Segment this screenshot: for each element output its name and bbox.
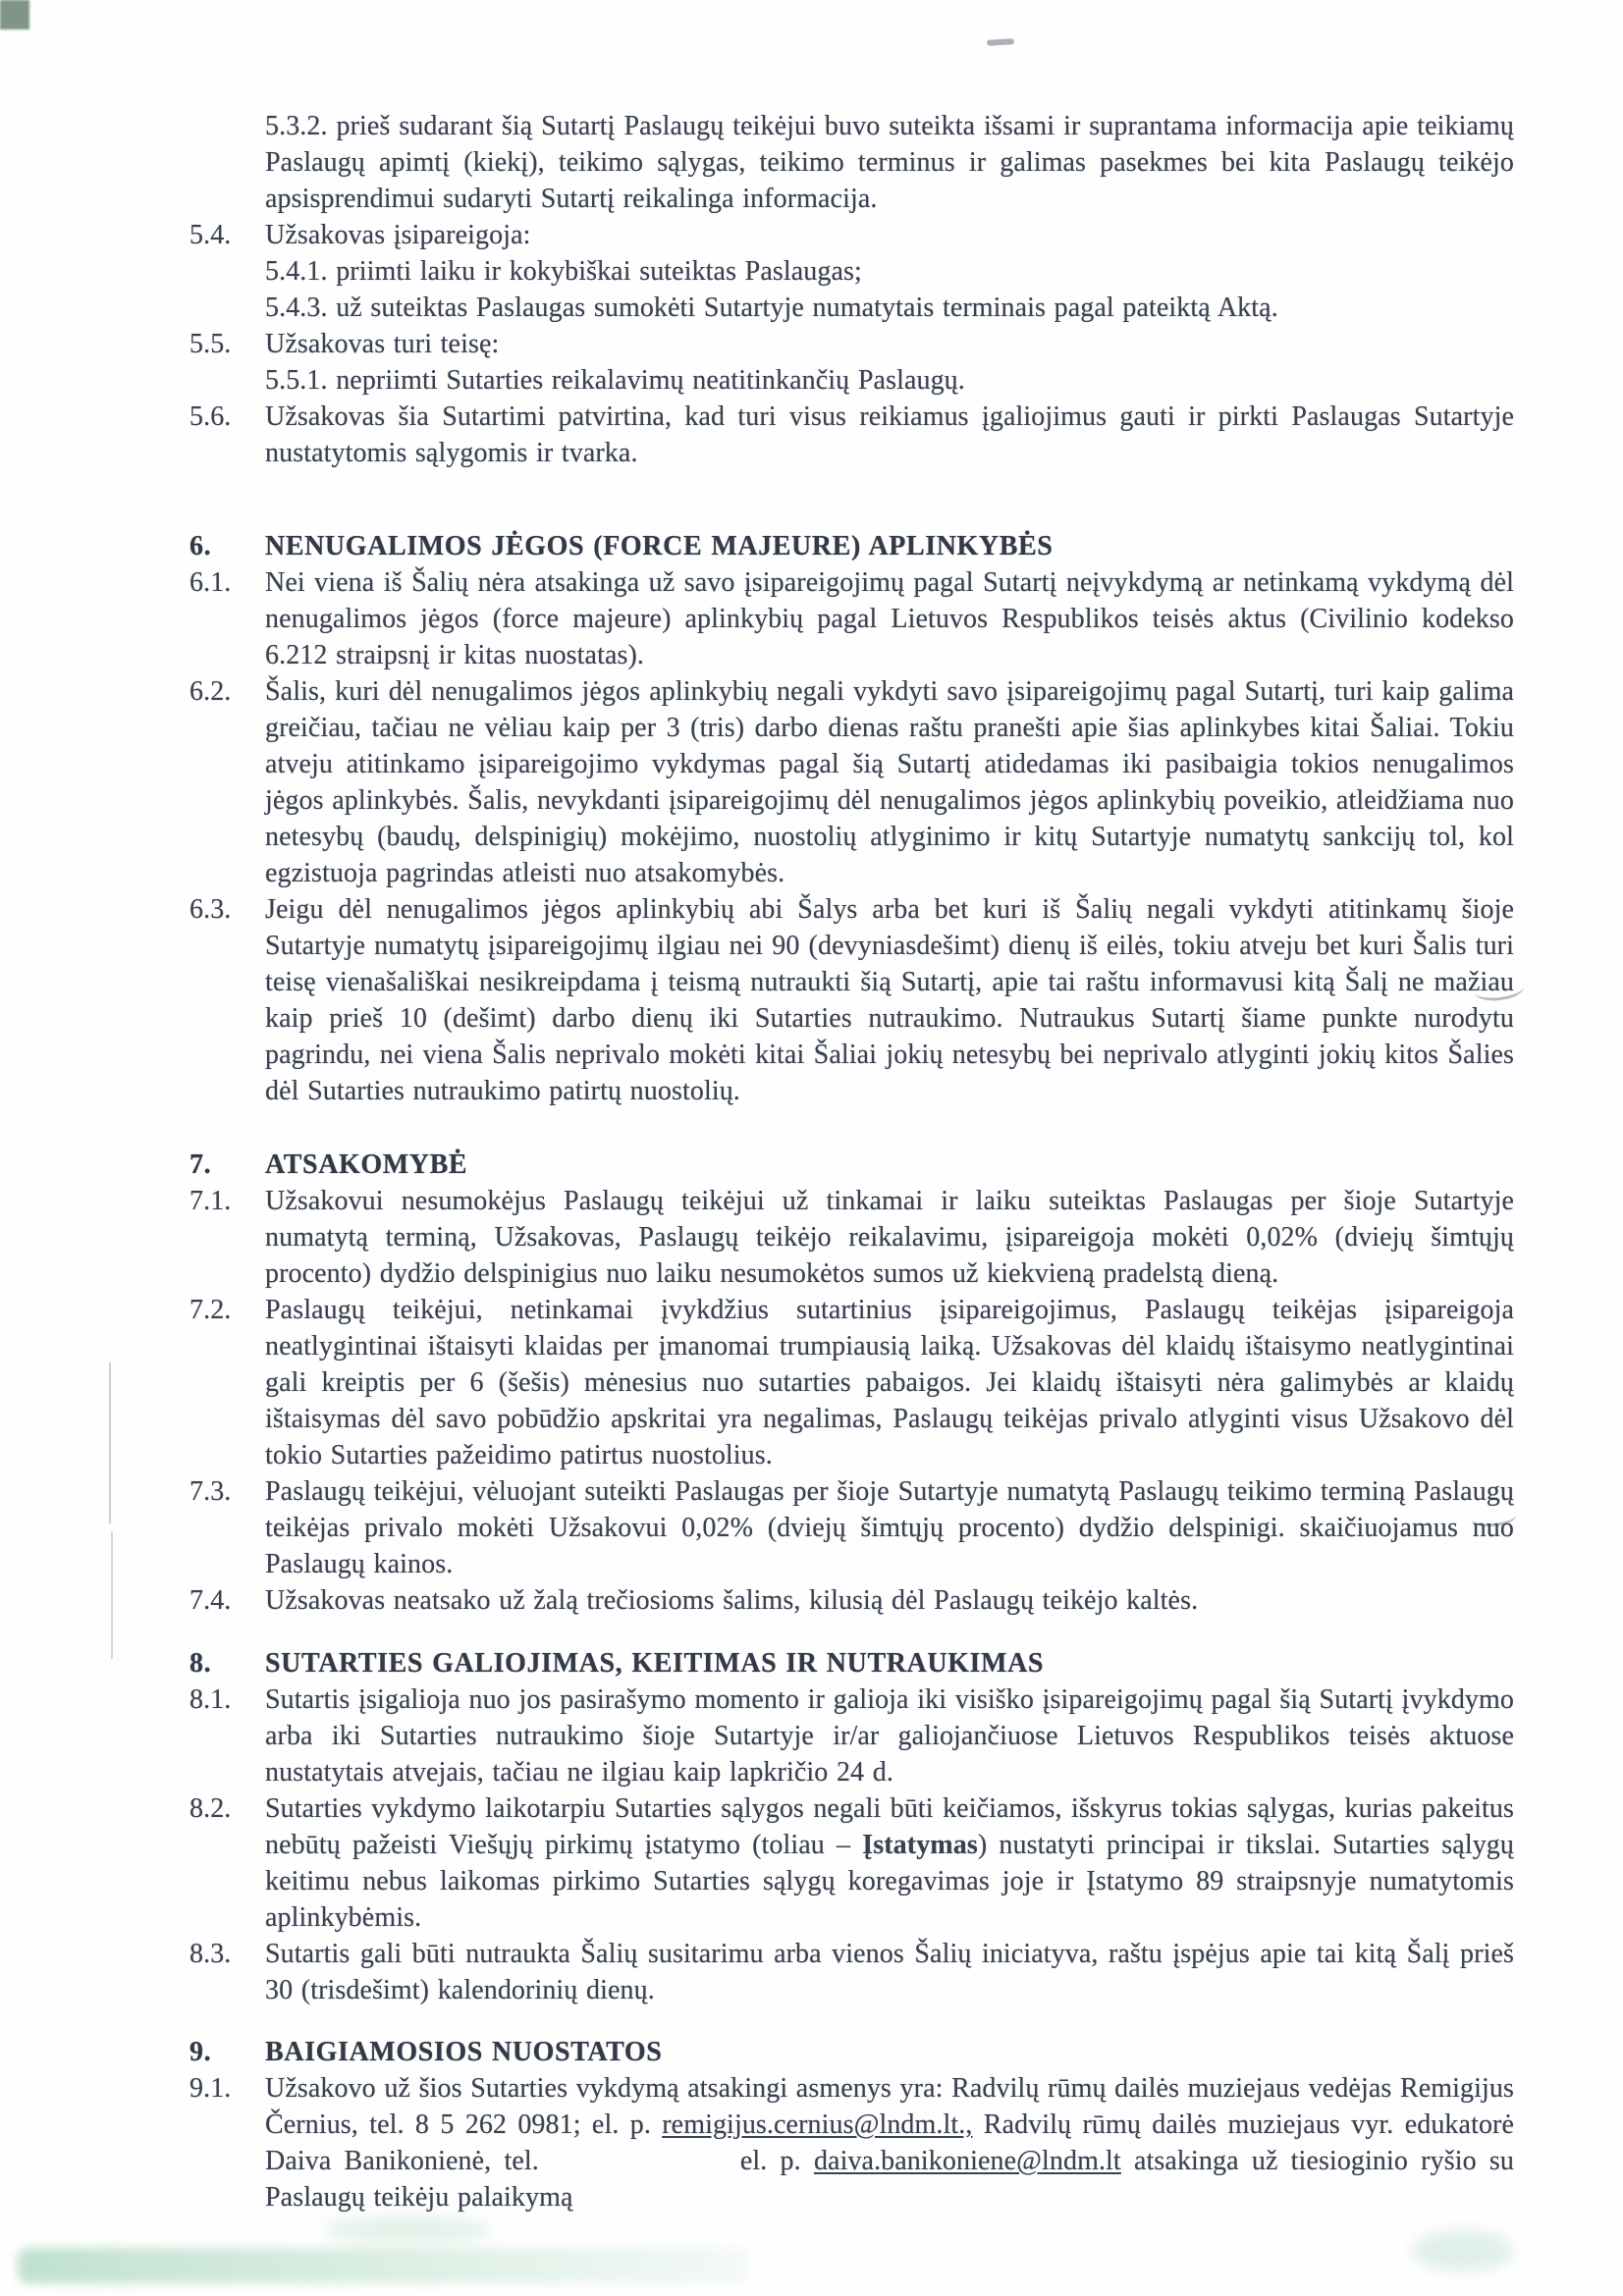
clause-text: Paslaugų teikėjui, netinkamai įvykdžius sutartinius įsipareigojimus, Paslaugų teikėjas įsipareigoja neatlygintinai ištaisyti klaidas per įmanomai trumpiausią laiką. Užsakovas dėl klaidų ištaisymo neatlygintinai gali kreiptis per 6 (šešis) mėnesius nuo sutarties pabaigos. Jei klaidų ištaisyti nėra galimybės ar klaidų ištaisymas dėl savo pobūdžio apskritai yra negalimas, Paslaugų teikėjas privalo atlyginti visus Užsakovo dėl tokio Sutarties pažeidimo patirtus nuostolius. bbox=[265, 1295, 1514, 1470]
scan-artifact-left-margin-line bbox=[109, 1362, 111, 1523]
clause-text: Jeigu dėl nenugalimos jėgos aplinkybių abi Šalys arba bet kuri iš Šalių negali vykdyti atitinkamų šioje Sutartyje numatytų įsipareigojimų ilgiau nei 90 (devyniasdešimt) dienų iš eilės, tokiu atveju bet kuri Šalis turi teisę vienašališkai nesikreipdama į teismą nutraukti šią Sutartį, apie tai raštu informavusi kitą Šalį ne mažiau kaip prieš 10 (dešimt) darbo dienų iki Sutarties nutraukimo. Nutraukus Sutartį šiame punkte nurodytu pagrindu, nei viena Šalis neprivalo mokėti kitai Šaliai jokių netesybų bei neprivalo atlyginti jokių kitos Šalies dėl Sutarties nutraukimo patirtų nuostolių. bbox=[265, 894, 1514, 1106]
scan-artifact-corner-square bbox=[0, 0, 29, 29]
scan-artifact-green-smudge bbox=[324, 2216, 491, 2244]
clause-text-part: Radvilų rūmų dailės muziejaus vyr. edukatorė Daiva Banikonienė, tel. bbox=[265, 2109, 1514, 2176]
clause-number: 7.3. bbox=[189, 1476, 232, 1507]
clause-text: Sutartis gali būti nutraukta Šalių susitarimu arba vienos Šalių iniciatyva, raštu įspėjus apie tai kitą Šalį prieš 30 (trisdešimt) kalendorinių dienų. bbox=[265, 1939, 1514, 2005]
clause-5-3-2 bbox=[265, 108, 1514, 217]
clause-number: 8.1. bbox=[189, 1684, 232, 1715]
clause-8-1 bbox=[189, 1682, 1514, 1790]
clause-8-3 bbox=[189, 1936, 1514, 2008]
scan-artifact-green-blob bbox=[1412, 2230, 1514, 2271]
clause-5-5-1 bbox=[265, 362, 1514, 399]
clause-text: Užsakovas turi teisę: bbox=[265, 329, 500, 359]
scan-artifact-green-strip bbox=[18, 2248, 749, 2283]
clause-5-5 bbox=[189, 326, 1514, 362]
clause-7-2 bbox=[189, 1292, 1514, 1473]
clause-number: 6.2. bbox=[189, 676, 232, 707]
section-number: 7. bbox=[189, 1149, 212, 1180]
defined-term-istatymas: Įstatymas bbox=[862, 1830, 978, 1860]
clause-text: 5.5.1. nepriimti Sutarties reikalavimų neatitinkančių Paslaugų. bbox=[265, 365, 965, 396]
clause-text: Užsakovas neatsako už žalą trečiosioms šalims, kilusią dėl Paslaugų teikėjo kaltės. bbox=[265, 1585, 1199, 1616]
clause-text-part: atsakinga už tiesioginio ryšio su Paslaugų teikėju palaikymą bbox=[265, 2146, 1514, 2213]
section-number: 6. bbox=[189, 531, 212, 561]
clause-text-part: Užsakovo už šios Sutarties vykdymą atsakingi asmenys yra: Radvilų rūmų dailės muziejaus vedėjas Remigijus Černius, tel. 8 5 262 0981; el. p. bbox=[265, 2073, 1514, 2140]
section-heading-6 bbox=[189, 528, 1514, 564]
clause-text: Užsakovui nesumokėjus Paslaugų teikėjui už tinkamai ir laiku suteiktas Paslaugas per šioje Sutartyje numatytą terminą, Užsakovas, Paslaugų teikėjo reikalavimu, įsipareigoja mokėti 0,02% (dviejų šimtųjų procento) dydžio delspinigius nuo laiku nesumokėtos sumos už kiekvieną pradelstą dieną. bbox=[265, 1186, 1514, 1289]
clause-text: 5.4.1. priimti laiku ir kokybiškai suteiktas Paslaugas; bbox=[265, 256, 862, 287]
clause-text: Užsakovas įsipareigoja: bbox=[265, 220, 531, 250]
section-heading-7 bbox=[189, 1147, 1514, 1183]
clause-6-2 bbox=[189, 673, 1514, 891]
section-title: NENUGALIMOS JĖGOS (FORCE MAJEURE) APLINKYBĖS bbox=[265, 531, 1054, 561]
clause-number: 6.3. bbox=[189, 894, 232, 925]
clause-text: Sutartis įsigalioja nuo jos pasirašymo momento ir galioja iki visiško įsipareigojimų pagal šią Sutartį įvykdymo arba iki Sutarties nutraukimo šioje Sutartyje ir/ar galiojančiuose Lietuvos Respublikos teisės aktuose nustatytais atvejais, tačiau ne ilgiau kaip lapkričio 24 d. bbox=[265, 1684, 1514, 1788]
blank-phone-space bbox=[539, 2168, 740, 2169]
clause-number: 8.3. bbox=[189, 1939, 232, 1969]
clause-text-part: ) nustatyti principai ir tikslai. Sutarties sąlygų keitimu nebus laikomas pirkimo Sutarties sąlygų koregavimas joje ir Įstatymo 89 straipsnyje numatytomis aplinkybėmis. bbox=[265, 1830, 1514, 1933]
clause-number: 7.4. bbox=[189, 1585, 232, 1616]
clause-7-3 bbox=[189, 1473, 1514, 1582]
section-number: 8. bbox=[189, 1648, 212, 1679]
scan-artifact-left-margin-line-2 bbox=[111, 1531, 113, 1659]
scan-artifact-top-dash bbox=[987, 38, 1014, 45]
clause-text-part: el. p. bbox=[739, 2146, 814, 2176]
clause-5-4-3 bbox=[265, 290, 1514, 326]
clause-number: 8.2. bbox=[189, 1793, 232, 1824]
section-heading-9 bbox=[189, 2034, 1514, 2070]
section-title: BAIGIAMOSIOS NUOSTATOS bbox=[265, 2037, 663, 2067]
clause-5-6 bbox=[189, 399, 1514, 471]
clause-number: 7.2. bbox=[189, 1295, 232, 1325]
clause-number: 7.1. bbox=[189, 1186, 232, 1216]
section-title: ATSAKOMYBĖ bbox=[265, 1149, 468, 1180]
clause-number: 5.6. bbox=[189, 401, 232, 432]
email-link-daiva: daiva.banikoniene@lndm.lt bbox=[813, 2146, 1121, 2176]
clause-9-1 bbox=[189, 2070, 1514, 2216]
clause-6-3 bbox=[189, 891, 1514, 1109]
clause-7-1 bbox=[189, 1183, 1514, 1292]
clause-number: 5.5. bbox=[189, 329, 232, 359]
section-title: SUTARTIES GALIOJIMAS, KEITIMAS IR NUTRAUKIMAS bbox=[265, 1648, 1045, 1679]
clause-text: 5.4.3. už suteiktas Paslaugas sumokėti Sutartyje numatytais terminais pagal pateiktą Aktą. bbox=[265, 293, 1278, 323]
section-number: 9. bbox=[189, 2037, 212, 2067]
clause-number: 6.1. bbox=[189, 567, 232, 598]
clause-5-4-1 bbox=[265, 253, 1514, 290]
clause-text: Šalis, kuri dėl nenugalimos jėgos aplinkybių negali vykdyti savo įsipareigojimų pagal Sutartį, turi kaip galima greičiau, tačiau ne vėliau kaip per 3 (tris) darbo dienas raštu pranešti apie šias aplinkybes kitai Šaliai. Tokiu atveju atitinkamo įsipareigojimo vykdymas pagal šią Sutartį atidedamas iki pasibaigia tokios nenugalimos jėgos aplinkybės. Šalis, nevykdanti įsipareigojimų dėl nenugalimos jėgos aplinkybių poveikio, atleidžiama nuo netesybų (baudų, delspinigių) mokėjimo, nuostolių atlyginimo ir kitų Sutartyje numatytų sankcijų tol, kol egzistuoja pagrindas atleisti nuo atsakomybės. bbox=[265, 676, 1514, 888]
clause-text: Užsakovas šia Sutartimi patvirtina, kad turi visus reikiamus įgaliojimus gauti ir pirkti Paslaugas Sutartyje nustatytomis sąlygomis ir tvarka. bbox=[265, 401, 1514, 468]
email-link-remigijus: remigijus.cernius@lndm.lt., bbox=[662, 2109, 973, 2140]
clause-5-4 bbox=[189, 217, 1514, 253]
clause-8-2 bbox=[189, 1790, 1514, 1936]
clause-text: 5.3.2. prieš sudarant šią Sutartį Paslaugų teikėjui buvo suteikta išsami ir suprantama informacija apie teikiamų Paslaugų apimtį (kiekį), teikimo sąlygas, teikimo terminus ir galimas pasekmes bei kita Paslaugų teikėjo apsisprendimui sudaryti Sutartį reikalinga informacija. bbox=[265, 111, 1514, 214]
clause-text: Paslaugų teikėjui, vėluojant suteikti Paslaugas per šioje Sutartyje numatytą Paslaugų teikimo terminą Paslaugų teikėjas privalo mokėti Užsakovui 0,02% (dviejų šimtųjų procento) dydžio delspinigi. skaičiuojamus nuo Paslaugų kainos. bbox=[265, 1476, 1514, 1579]
clause-text: Nei viena iš Šalių nėra atsakinga už savo įsipareigojimų pagal Sutartį neįvykdymą ar netinkamą vykdymą dėl nenugalimos jėgos (force majeure) aplinkybių pagal Lietuvos Respublikos teisės aktus (Civilinio kodekso 6.212 straipsnį ir kitas nuostatas). bbox=[265, 567, 1514, 670]
clause-text-part: Sutarties vykdymo laikotarpiu Sutarties sąlygos negali būti keičiamos, išskyrus tokias sąlygas, kurias pakeitus nebūtų pažeisti Viešųjų pirkimų įstatymo (toliau – bbox=[265, 1793, 1514, 1860]
clause-number: 9.1. bbox=[189, 2073, 232, 2104]
clause-6-1 bbox=[189, 564, 1514, 673]
clause-7-4 bbox=[189, 1582, 1514, 1619]
clause-number: 5.4. bbox=[189, 220, 232, 250]
section-heading-8 bbox=[189, 1645, 1514, 1682]
